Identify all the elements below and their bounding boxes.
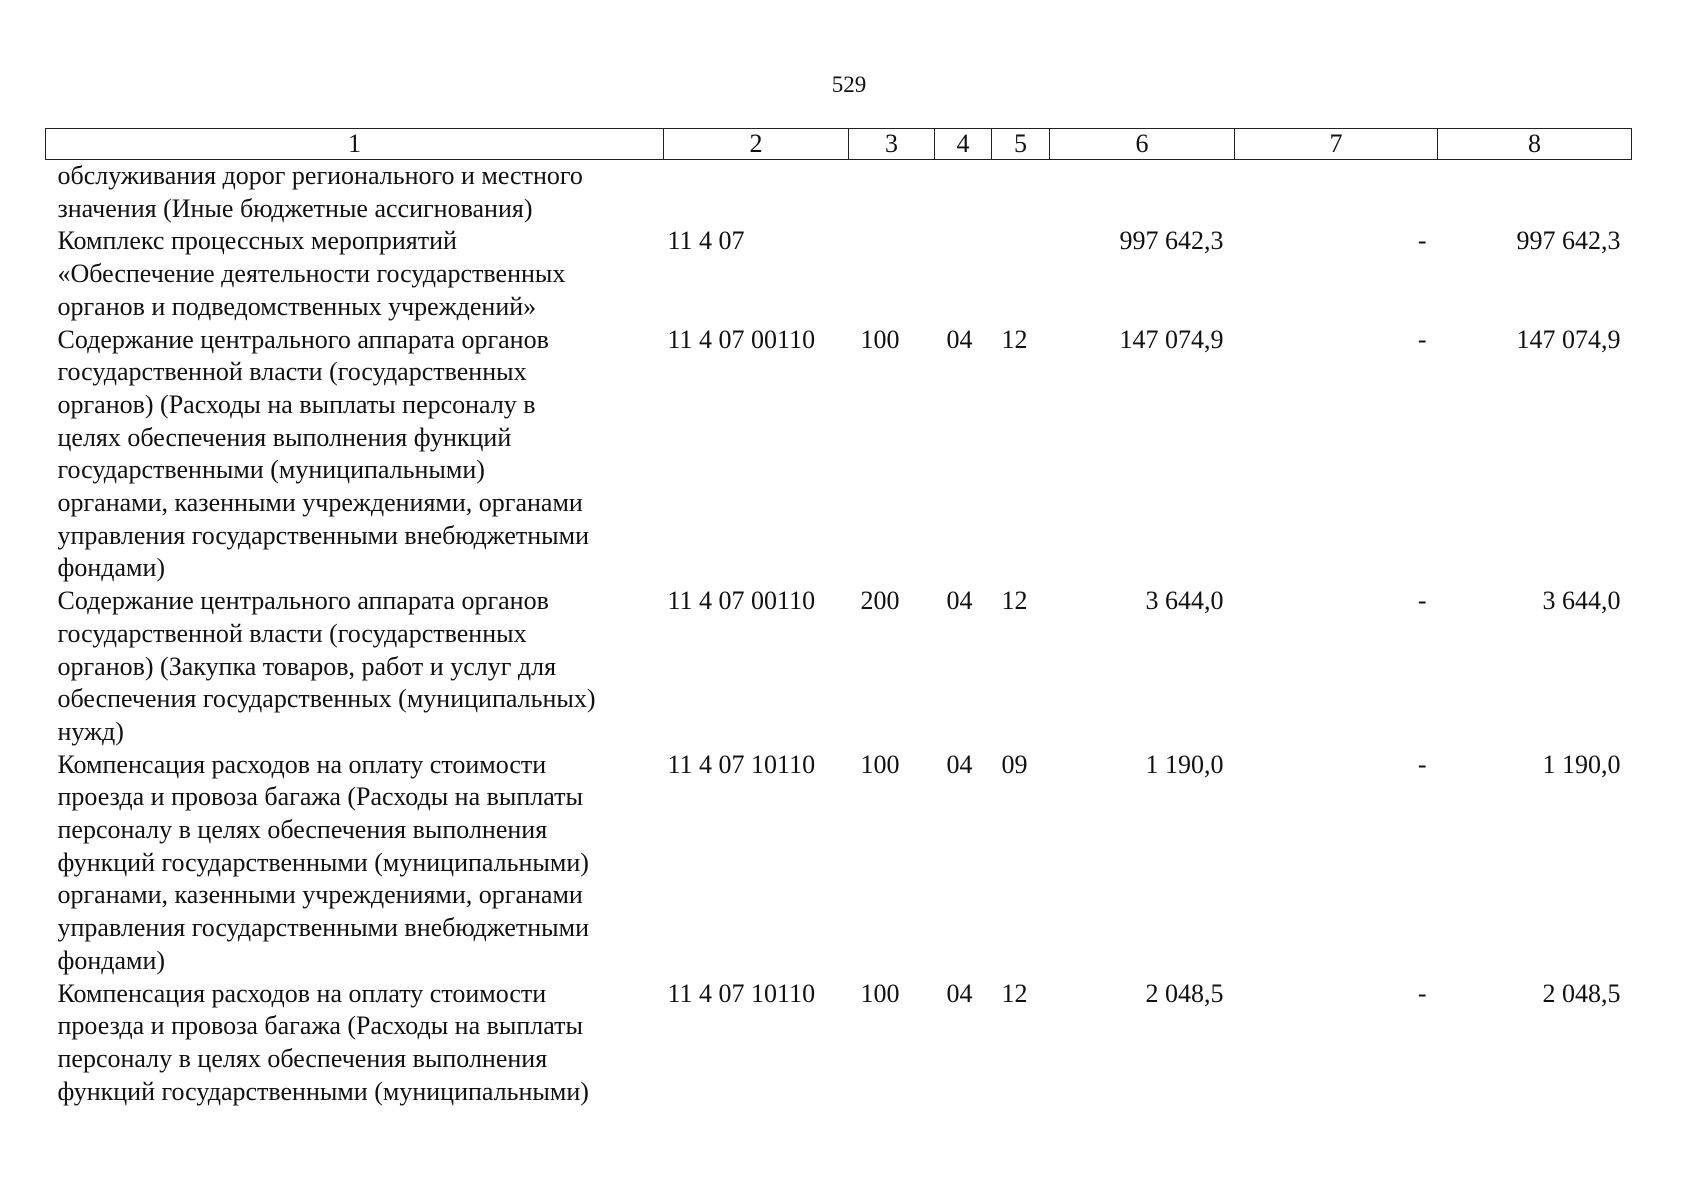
row-section: 04 [946,749,973,779]
row-name: Содержание центрального аппарата органов государственной власти (государственных органов) (Расходы на выплаты персоналу в целях обеспечения выполнения функций государственными (муниципальными) органами, казенными учреждениями, органами управления государственными внебюджетными фондами) [57,324,589,583]
row-target-code: 11 4 07 [667,226,745,256]
row-value-6: 3 644,0 [1145,586,1224,616]
column-header: 5 [992,129,1050,160]
row-value-6: 1 190,0 [1145,749,1224,779]
row-section: 04 [946,978,973,1008]
column-header: 4 [935,129,992,160]
row-value-7: - [1417,978,1427,1008]
column-header: 7 [1235,129,1438,160]
row-name: обслуживания дорог регионального и местного значения (Иные бюджетные ассигнования) [57,161,583,223]
page-number: 529 [831,72,867,97]
column-header: 1 [46,129,664,160]
header-row [46,129,1632,160]
column-header: 8 [1438,129,1632,160]
row-expense-type [849,160,935,226]
row-expense-type: 200 [860,586,900,616]
row-value-7 [1235,160,1438,226]
table-header [46,129,1632,160]
row-section: 04 [946,324,973,354]
row-subsection [992,225,1050,323]
row-target-code: 11 4 07 00110 [667,324,816,354]
table-row [46,324,1632,586]
row-value-6: 2 048,5 [1145,978,1224,1008]
row-name: Комплекс процессных мероприятий «Обеспечение деятельности государственных органов и подведомственных учреждений» [57,226,566,321]
row-subsection: 12 [1001,978,1028,1008]
row-value-8: 1 190,0 [1542,749,1621,779]
row-subsection: 12 [1001,324,1028,354]
row-subsection [992,160,1050,226]
row-target-code: 11 4 07 00110 [667,586,816,616]
row-value-8: 147 074,9 [1516,324,1621,354]
row-value-8 [1438,160,1632,226]
row-value-7: - [1417,749,1427,779]
row-target-code: 11 4 07 10110 [667,978,816,1008]
row-expense-type: 100 [860,749,900,779]
row-subsection: 09 [1001,749,1028,779]
row-value-8: 3 644,0 [1542,586,1621,616]
row-section [935,225,992,323]
table-row [46,978,1632,1109]
table-row [46,749,1632,978]
table-row [46,585,1632,749]
row-value-8: 2 048,5 [1542,978,1621,1008]
row-section [935,160,992,226]
table-row [46,160,1632,226]
column-header: 3 [849,129,935,160]
row-value-6 [1050,160,1235,226]
row-target-code [664,160,849,226]
row-value-7: - [1417,226,1427,256]
table-row [46,225,1632,323]
row-name: Содержание центрального аппарата органов государственной власти (государственных органов) (Закупка товаров, работ и услуг для обеспечения государственных (муниципальных) нужд) [57,586,596,746]
row-expense-type [849,225,935,323]
row-value-8: 997 642,3 [1516,226,1621,256]
row-value-6: 147 074,9 [1119,324,1224,354]
budget-table [45,128,1632,1108]
row-expense-type: 100 [860,978,900,1008]
table-body [46,160,1632,1109]
column-header: 6 [1050,129,1235,160]
row-value-6: 997 642,3 [1119,226,1224,256]
row-target-code: 11 4 07 10110 [667,749,816,779]
column-header: 2 [664,129,849,160]
row-section: 04 [946,586,973,616]
row-value-7: - [1417,586,1427,616]
row-name: Компенсация расходов на оплату стоимости проезда и провоза багажа (Расходы на выплаты персоналу в целях обеспечения выполнения функций государственными (муниципальными) [57,978,589,1106]
row-subsection: 12 [1001,586,1028,616]
row-name: Компенсация расходов на оплату стоимости проезда и провоза багажа (Расходы на выплаты персоналу в целях обеспечения выполнения функций государственными (муниципальными) органами, казенными учреждениями, органами управления государственными внебюджетными фондами) [57,749,589,975]
row-expense-type: 100 [860,324,900,354]
row-value-7: - [1417,324,1427,354]
